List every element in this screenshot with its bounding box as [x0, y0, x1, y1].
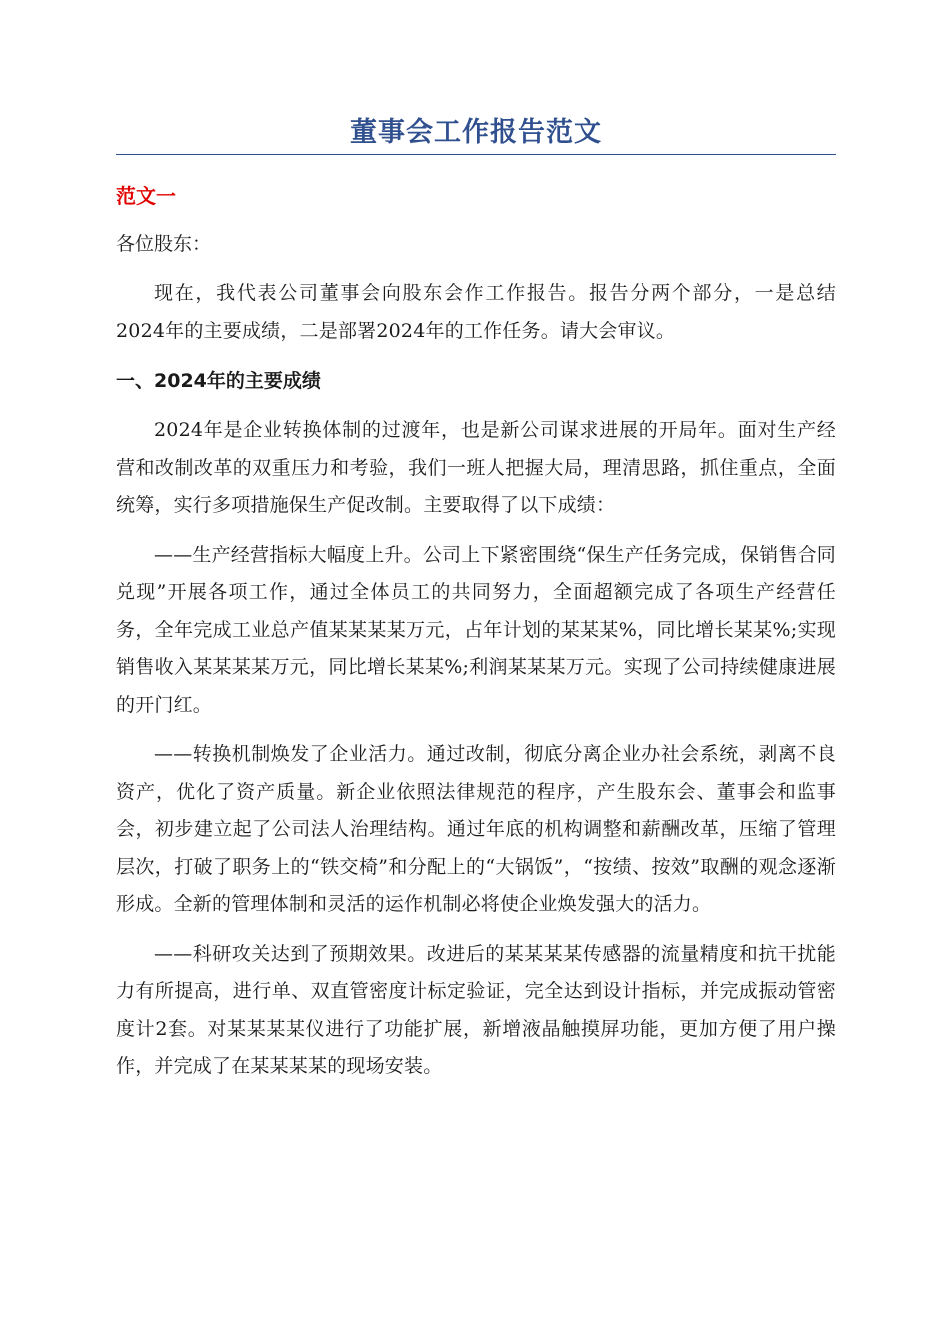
- spacer: [116, 263, 836, 275]
- document-title: 董事会工作报告范文: [350, 117, 602, 148]
- body-paragraph: ——科研攻关达到了预期效果。改进后的某某某某传感器的流量精度和抗干扰能力有所提高，进行单、双直管密度计标定验证，完全达到设计指标，并完成振动管密度计2套。对某某某某仪进行了功能扩展，新增液晶触摸屏功能，更加方便了用户操作，并完成了在某某某某的现场安装。: [116, 942, 836, 1077]
- greeting: 各位股东：: [116, 233, 212, 255]
- body-paragraph: ——生产经营指标大幅度上升。公司上下紧密围绕“保生产任务完成，保销售合同兑现”开展各项工作，通过全体员工的共同努力，全面超额完成了各项生产经营任务，全年完成工业总产值某某某某万元，占年计划的某某某%，同比增长某某%;实现销售收入某某某某万元，同比增长某某%;利润某某某万元。实现了公司持续健康进展的开门红。: [116, 543, 836, 716]
- intro-paragraph: 现在，我代表公司董事会向股东会作工作报告。报告分两个部分，一是总结2024年的主要成绩，二是部署2024年的工作任务。请大会审议。: [116, 282, 836, 342]
- spacer: [116, 924, 836, 936]
- document-page: [116, 112, 836, 1086]
- body-paragraph: ——转换机制焕发了企业活力。通过改制，彻底分离企业办社会系统，剥离不良资产，优化了资产质量。新企业依照法律规范的程序，产生股东会、董事会和监事会，初步建立起了公司法人治理结构。通过年底的机构调整和薪酬改革，压缩了管理层次，打破了职务上的“铁交椅”和分配上的“大锅饭”，“按绩、按效”取酬的观念逐渐形成。全新的管理体制和灵活的运作机制必将使企业焕发强大的活力。: [116, 743, 836, 915]
- title-underline: [116, 154, 836, 155]
- section-label: 范文一: [116, 184, 176, 208]
- spacer: [116, 724, 836, 736]
- spacer: [116, 525, 836, 537]
- body-paragraph: 2024年是企业转换体制的过渡年，也是新公司谋求进展的开局年。面对生产经营和改制改革的双重压力和考验，我们一班人把握大局，理清思路，抓住重点，全面统筹，实行多项措施保生产促改制。主要取得了以下成绩：: [116, 419, 836, 516]
- section-heading: 一、2024年的主要成绩: [116, 370, 321, 392]
